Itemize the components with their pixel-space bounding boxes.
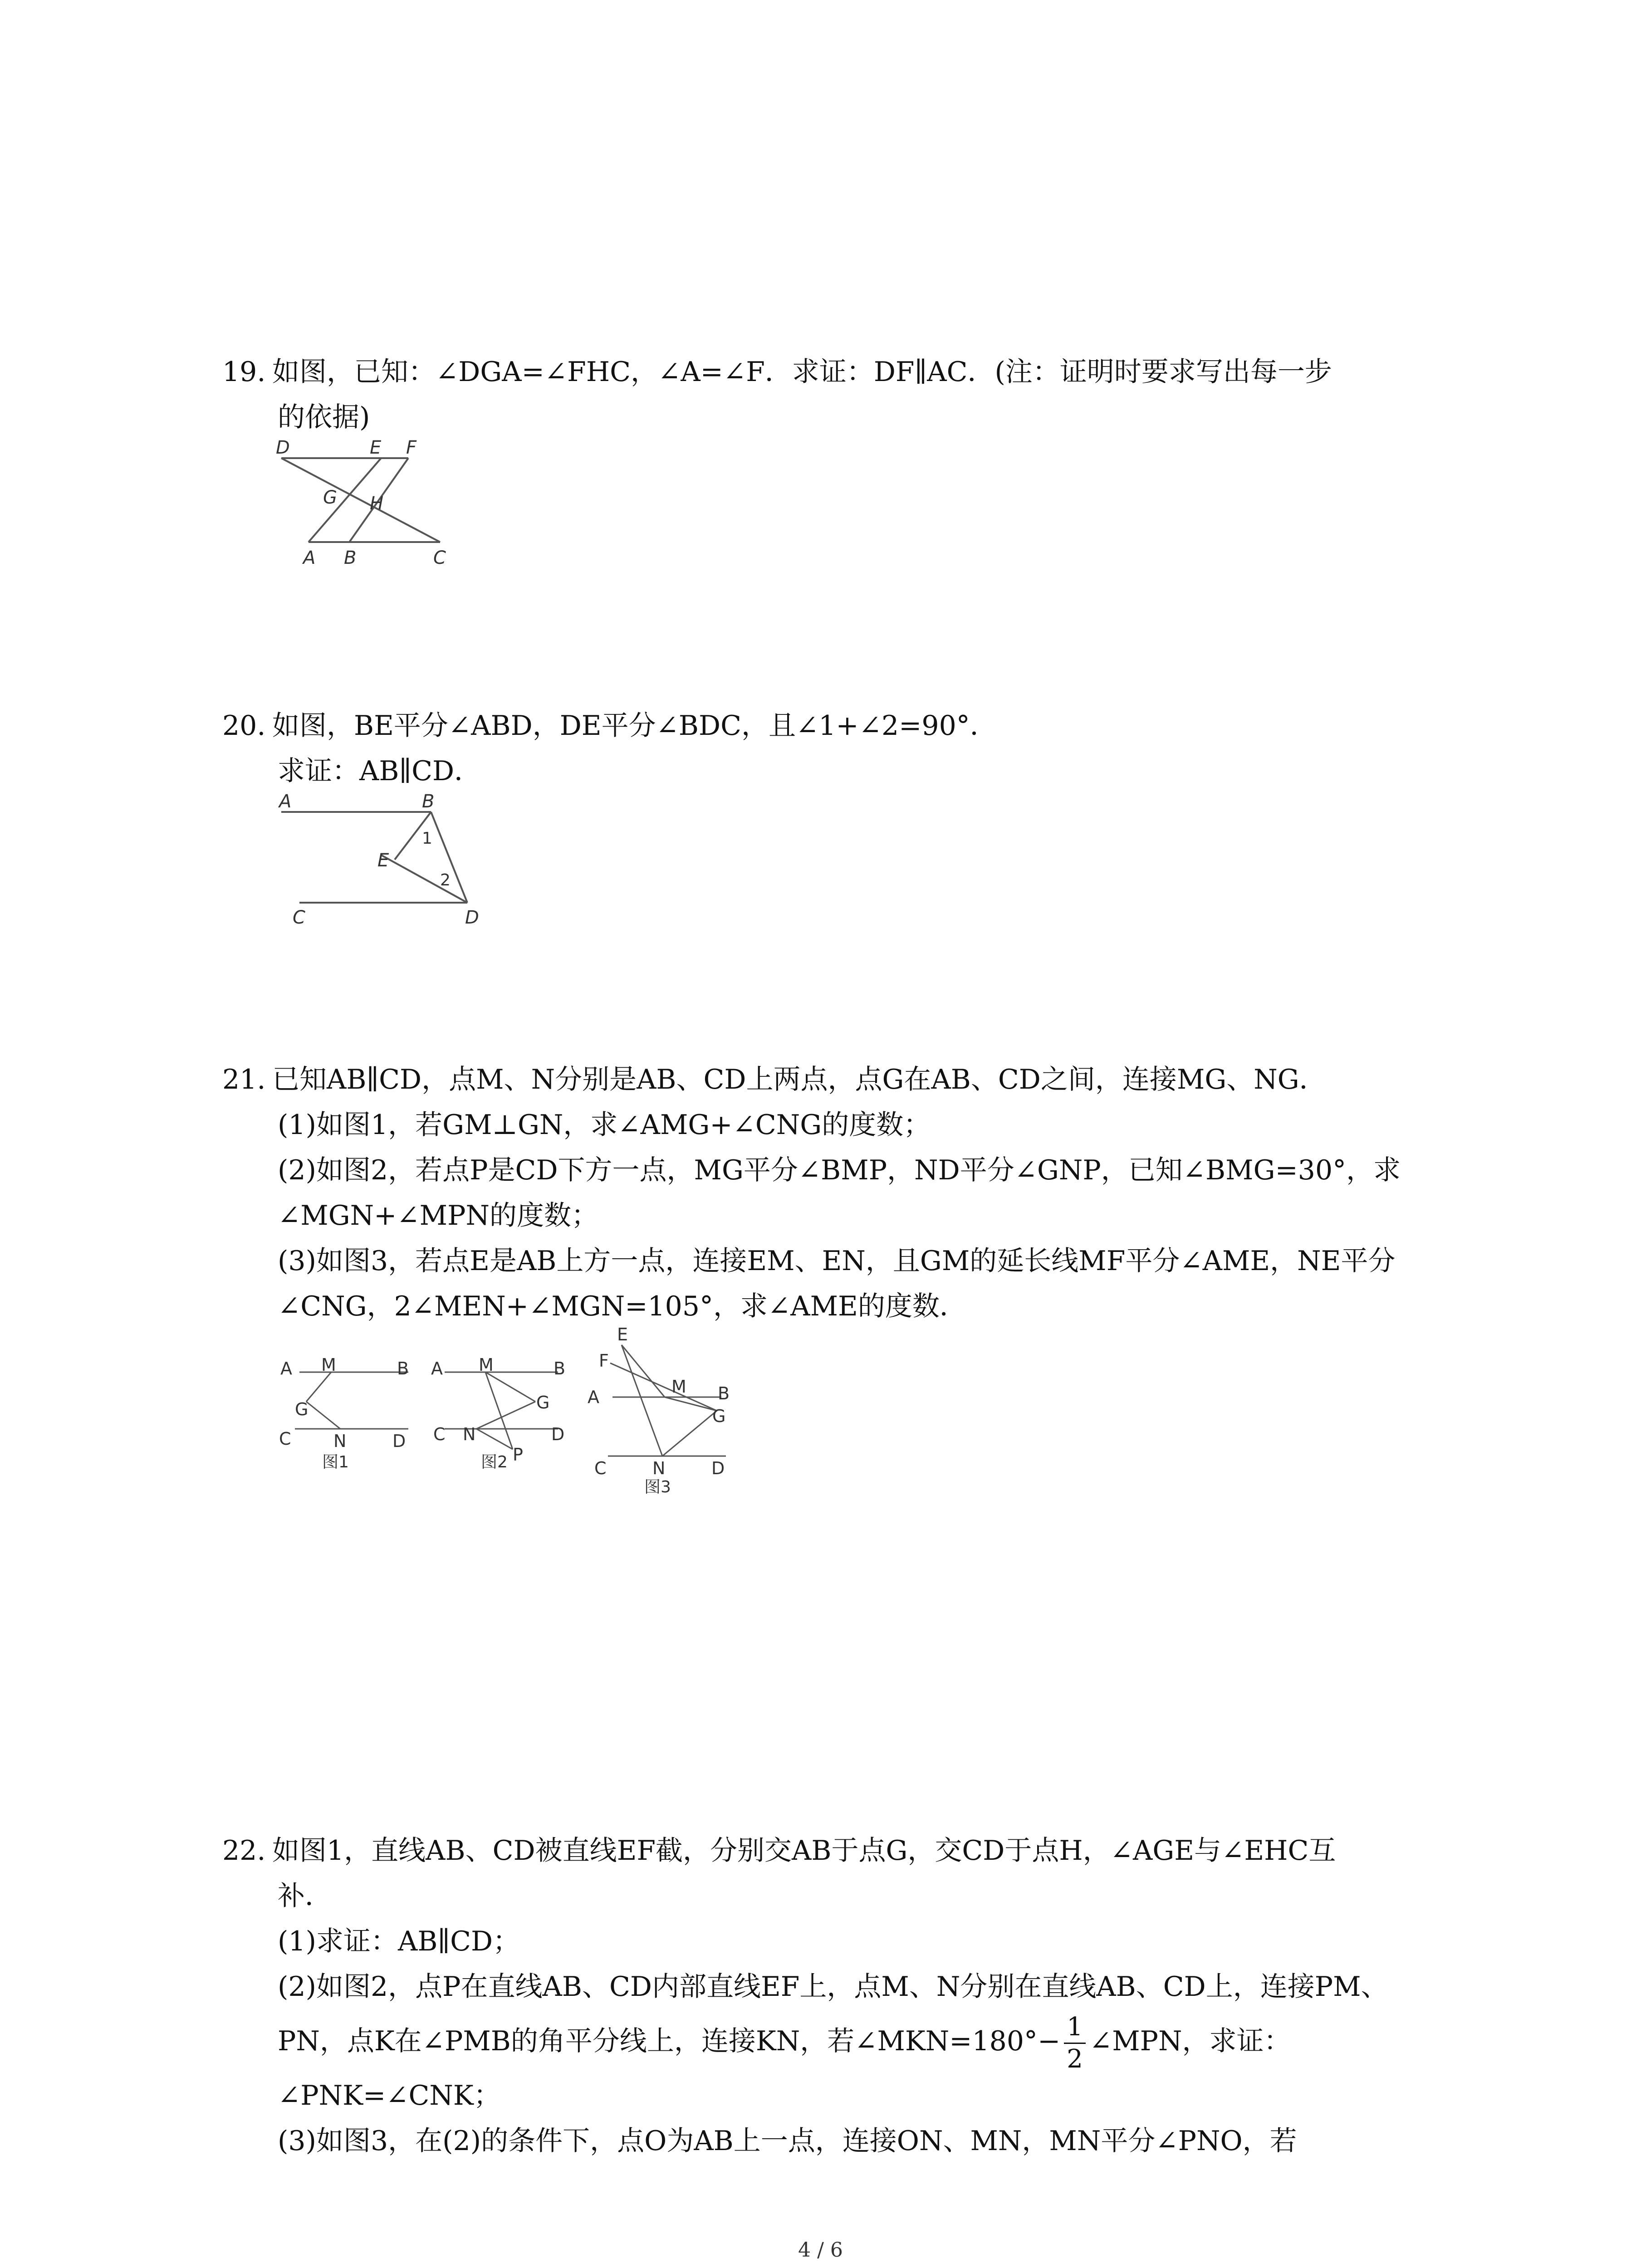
question-21: [222, 1057, 1456, 1329]
q21-f3-label-A: A: [588, 1387, 599, 1407]
q21-f3-caption: 图3: [644, 1478, 671, 1496]
fraction-one-half: $\frac{1}{2}$: [1064, 2014, 1086, 2072]
q22-line5: PN，点K在∠PMB的角平分线上，连接KN，若∠MKN=180°− $\frac{1}{2}$ ∠MPN，求证：: [278, 2012, 1291, 2074]
q22-line4: (2)如图2，点P在直线AB、CD内部直线EF上，点M、N分别在直线AB、CD上，连接PM、: [278, 1971, 1388, 2003]
q21-figure-2: [431, 1352, 581, 1488]
q22-line2: 补．: [278, 1880, 332, 1912]
q19-label-H: H: [370, 493, 384, 514]
q19-figure: [272, 433, 463, 569]
q21-line2: (1)如图1，若GM⊥GN，求∠AMG+∠CNG的度数；: [278, 1109, 931, 1141]
q21-f3-label-M: M: [671, 1377, 686, 1397]
q21-line3: (2)如图2，若点P是CD下方一点，MG平分∠BMP，ND平分∠GNP，已知∠BMG=30°，求: [278, 1154, 1401, 1186]
q21-f1-label-D: D: [392, 1431, 406, 1451]
question-22: [222, 1828, 1456, 2164]
q22-line7: (3)如图3，在(2)的条件下，点O为AB上一点，连接ON、MN，MN平分∠PNO，若: [278, 2125, 1297, 2157]
q19-line1: 19. 如图，已知：∠DGA=∠FHC，∠A=∠F．求证：DF∥AC．(注：证明时要求写出每一步: [222, 349, 1456, 395]
q19-label-D: D: [276, 437, 290, 458]
q21-f3-label-N: N: [652, 1458, 666, 1478]
q21-line4: ∠MGN+∠MPN的度数；: [278, 1200, 598, 1232]
q21-f3-label-F: F: [599, 1351, 609, 1371]
q21-f3-label-D: D: [711, 1458, 725, 1478]
q21-figure-1: [272, 1352, 422, 1488]
q19-label-G: G: [323, 487, 337, 508]
q21-f3-label-C: C: [594, 1458, 607, 1478]
q19-label-C: C: [433, 547, 446, 568]
q21-f2-label-N: N: [463, 1424, 476, 1444]
q21-f3-label-E: E: [617, 1327, 628, 1344]
q20-number: 20.: [222, 710, 266, 742]
q21-f2-label-C: C: [433, 1424, 446, 1444]
q20-label-1: 1: [422, 829, 432, 848]
q21-f1-caption: 图1: [322, 1453, 349, 1471]
q21-f1-label-B: B: [397, 1359, 409, 1378]
q21-f3-label-G: G: [712, 1406, 726, 1426]
q21-f2-label-G: G: [536, 1393, 550, 1413]
q19-label-A: A: [303, 547, 316, 568]
q21-f2-label-D: D: [551, 1424, 565, 1444]
q20-label-D: D: [465, 907, 479, 928]
q20-line1: 20. 如图，BE平分∠ABD，DE平分∠BDC，且∠1+∠2=90°．: [222, 703, 1456, 748]
q21-line1: 21. 已知AB∥CD，点M、N分别是AB、CD上两点，点G在AB、CD之间，连接MG、NG．: [222, 1057, 1456, 1102]
q21-number: 21.: [222, 1064, 266, 1095]
q22-number: 22.: [222, 1835, 266, 1867]
q20-label-E: E: [377, 850, 389, 871]
q21-f1-label-M: M: [321, 1355, 336, 1375]
page-number: 4 / 6: [798, 2239, 843, 2262]
q22-line1: 22. 如图1，直线AB、CD被直线EF截，分别交AB于点G，交CD于点H，∠AGE与∠EHC互: [222, 1828, 1456, 1873]
q19-line2: 的依据): [278, 401, 370, 433]
q21-f2-label-B: B: [554, 1359, 566, 1378]
q21-line5: (3)如图3，若点E是AB上方一点，连接EM、EN，且GM的延长线MF平分∠AME，NE平分: [278, 1245, 1396, 1277]
q21-line6: ∠CNG，2∠MEN+∠MGN=105°，求∠AME的度数．: [278, 1290, 967, 1322]
q19-label-B: B: [344, 547, 357, 568]
q19-label-F: F: [406, 437, 417, 458]
q19-label-E: E: [370, 437, 382, 458]
q21-f2-label-P: P: [513, 1445, 523, 1465]
q21-f1-label-A: A: [280, 1359, 292, 1378]
q22-line3: (1)求证：AB∥CD；: [278, 1926, 520, 1957]
q20-line2: 求证：AB∥CD．: [278, 755, 482, 787]
q21-f2-caption: 图2: [481, 1453, 508, 1471]
q21-f1-label-G: G: [295, 1399, 309, 1419]
q20-label-B: B: [422, 791, 435, 812]
q19-number: 19.: [222, 356, 266, 388]
q21-figure-3: [585, 1327, 758, 1499]
question-19: [222, 349, 1456, 440]
q21-f1-label-N: N: [333, 1431, 347, 1451]
q21-f3-label-B: B: [718, 1383, 730, 1403]
q22-line6: ∠PNK=∠CNK；: [278, 2080, 501, 2112]
q20-label-A: A: [279, 791, 292, 812]
q20-label-2: 2: [440, 871, 451, 890]
q20-figure: [272, 785, 508, 930]
q21-f2-label-M: M: [479, 1355, 494, 1375]
q20-label-C: C: [293, 907, 305, 928]
q21-f1-label-C: C: [279, 1429, 291, 1449]
question-20: [222, 703, 1456, 794]
q21-f2-label-A: A: [431, 1359, 443, 1378]
